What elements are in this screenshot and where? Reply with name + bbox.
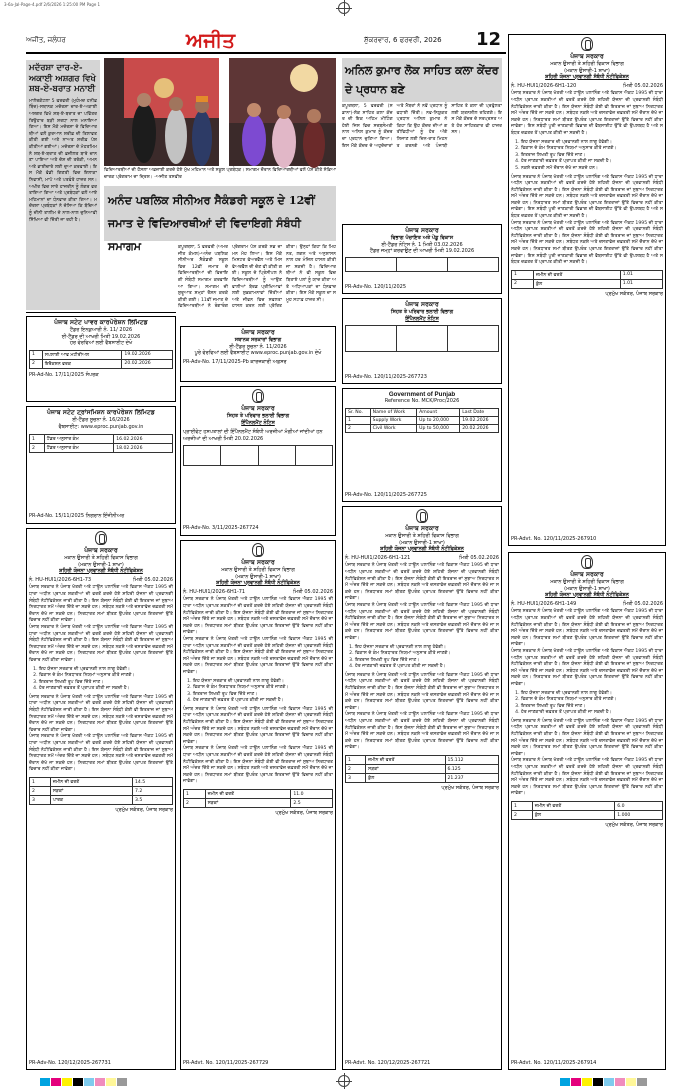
table-cell: 1 <box>512 270 534 279</box>
table-row <box>30 778 173 787</box>
main-story-body-text: ਕਪੂਰਥਲਾ, 5 ਫਰਵਰੀ (ਅਮਰਜੀਤ ਕੋਮਲ)-ਅਨੰਦ ਪਬਲਿਕ ਸੀਨੀਅਰ ਸੈਕੰਡਰੀ ਸਕੂਲ ਵਿਚ 12ਵੀਂ ਜਮਾਤ ਦੇ ਵਿਦਿਆਰਥੀਆਂ ਦੀ ਵਿਦਾਇਗੀ ਸੰਬੰਧੀ ਸਮਾਗਮ ਕਰਵਾਇਆ ਗਿਆ। ਸਮਾਗਮ ਦੀ ਸ਼ੁਰੂਆਤ ਸ਼ਮ੍ਹਾਂ ਰੌਸ਼ਨ ਕਰਕੇ ਕੀਤੀ ਗਈ। 11ਵੀਂ ਜਮਾਤ ਦੇ ਵਿਦਿਆਰਥੀਆਂ ਨੇ ਰੰਗਾਰੰਗ ਪ੍ਰੋਗਰਾਮ ਪੇਸ਼ ਕਰਕੇ ਸਭ ਦਾ ਮਨ ਮੋਹ ਲਿਆ। ਇਸ ਮੌਕੇ ਮਿਸਟਰ ਫੇਅਰਵੈੱਲ ਅਤੇ ਮਿਸ ਫੇਅਰਵੈੱਲ ਦੀ ਚੋਣ ਵੀ ਕੀਤੀ ਗਈ। ਸਕੂਲ ਦੇ ਪ੍ਰਿੰਸੀਪਲ ਨੇ ਵਿਦਿਆਰਥੀਆਂ ਨੂੰ ਆਉਣ ਵਾਲੀਆਂ ਬੋਰਡ ਪ੍ਰੀਖਿਆਵਾਂ ਲਈ ਸ਼ੁਭਕਾਮਨਾਵਾਂ ਦਿੱਤੀਆਂ ਅਤੇ ਜੀਵਨ ਵਿਚ ਸਫਲਤਾ ਹਾਸਲ ਕਰਨ ਲਈ ਪ੍ਰੇਰਿਤ ਕੀਤਾ। ਉਨ੍ਹਾਂ ਕਿਹਾ ਕਿ ਮਿਹਨਤ, ਲਗਨ ਅਤੇ ਅਨੁਸ਼ਾਸਨ ਨਾਲ ਹਰ ਮੰਜ਼ਿਲ ਹਾਸਲ ਕੀਤੀ ਜਾ ਸਕਦੀ ਹੈ। ਵਿਦਿਆਰਥੀਆਂ ਨੇ ਵੀ ਸਕੂਲ ਵਿਚ ਬਿਤਾਏ ਪਲਾਂ ਨੂੰ ਯਾਦ ਕੀਤਾ ਅਤੇ ਅਧਿਆਪਕਾਂ ਦਾ ਧੰਨਵਾਦ ਕੀਤਾ। ਇਸ ਮੌਕੇ ਸਕੂਲ ਦਾ ਸਮੂਹ ਸਟਾਫ਼ ਹਾਜ਼ਰ ਸੀ। <box>178 245 336 310</box>
color-swatch <box>40 1078 50 1086</box>
table-cell: ਟੈਂਡਰ ਅਨੁਸਾਰ ਕੰਮ <box>44 444 113 453</box>
table-cell: Sr. No. <box>346 408 371 416</box>
health-ad-footer: PR-Adv-No. 3/11/2025-267724 <box>183 525 259 532</box>
notice-title: ਪੰਜਾਬ ਸਰਕਾਰ <box>570 571 604 578</box>
punjab-emblem-icon <box>416 509 428 523</box>
list-item: 2. ਵਿਕਾਸ ਦੇ ਕੰਮ ਨਿਰਧਾਰਤ ਨਿਯਮਾਂ ਅਨੁਸਾਰ ਕੀਤੇ ਜਾਣਗੇ। <box>355 651 499 658</box>
gop-ad-subtitle: Reference No. MCK/Proc/2026 <box>384 398 460 404</box>
color-swatch <box>51 1078 61 1086</box>
notice-body-repeat: ਪੰਜਾਬ ਸਰਕਾਰ ਨੇ ਪੰਜਾਬ ਖੇਤਰੀ ਅਤੇ ਟਾਊਨ ਪਲਾਨਿੰਗ ਅਤੇ ਵਿਕਾਸ ਐਕਟ 1995 ਦੀ ਧਾਰਾ ਅਧੀਨ ਪ੍ਰਾਪਤ ਸ਼ਕਤੀਆਂ ਦੀ ਵਰਤੋਂ ਕਰਦੇ ਹੋਏ ਸ਼ਹਿਰੀ ਯੋਜਨਾ ਦੀ ਪ੍ਰਵਾਨਗੀ ਸੰਬੰਧੀ ਨੋਟੀਫਿਕੇਸ਼ਨ ਜਾਰੀ ਕੀਤਾ ਹੈ। ਇਸ ਯੋਜਨਾ ਸੰਬੰਧੀ ਕੋਈ ਵੀ ਇਤਰਾਜ਼ ਜਾਂ ਸੁਝਾਅ ਨਿਰਧਾਰਤ ਸਮੇਂ ਅੰਦਰ ਦਿੱਤੇ ਜਾ ਸਕਦੇ ਹਨ। ਸਬੰਧਤ ਨਕਸ਼ੇ ਅਤੇ ਦਸਤਾਵੇਜ਼ ਦਫ਼ਤਰੀ ਸਮੇਂ ਦੌਰਾਨ ਦੇਖੇ ਜਾ ਸਕਦੇ ਹਨ। ਨਿਰਧਾਰਤ ਸਮਾਂ ਬੀਤਣ ਉਪਰੰਤ ਪ੍ਰਾਪਤ ਇਤਰਾਜ਼ਾਂ ਉੱਤੇ ਵਿਚਾਰ ਨਹੀਂ ਕੀਤਾ ਜਾਵੇਗਾ। <box>345 672 499 711</box>
table-cell: 2 <box>512 811 533 820</box>
table-cell: 20.02.2026 <box>460 424 499 432</box>
notice-title: ਪੰਜਾਬ ਸਰਕਾਰ <box>405 525 439 532</box>
table-cell: 1.01 <box>620 270 662 279</box>
housing-notice-col-4 <box>508 552 666 1070</box>
table-cell: ਟੈਂਡਰ ਅਨੁਸਾਰ ਕੰਮ <box>44 435 113 444</box>
psppcl-ad-line-1: ਟੈਂਡਰ ਇਨਕੁਆਰੀ ਨੰ. 11/ 2026 <box>69 327 133 333</box>
health-ad-2-subtitle: ਸਿਹਤ ਤੇ ਪਰਿਵਾਰ ਭਲਾਈ ਵਿਭਾਗ <box>390 309 454 315</box>
event-photo-image <box>104 58 336 166</box>
notice-footer: PR-Advt. No. 120/12/2025-267721 <box>345 1060 431 1067</box>
notice-ref: ਨੰ. HU-HUI1/2026-6H1-71 <box>183 588 246 595</box>
housing-notice-col-3 <box>342 506 502 1070</box>
table-cell: 19.02.2026 <box>460 416 499 424</box>
table-cell: 1 <box>184 790 206 799</box>
table-cell: ਜ਼ਮੀਨ ਦੀ ਵਰਤੋਂ <box>366 756 445 765</box>
right-story-headline-box <box>342 58 502 102</box>
left-story-body: ਮਾਲੇਰਕੋਟਲਾ 5 ਫਰਵਰੀ (ਮੁਹੰਮਦ ਹਨੀਫ਼ ਥਿੰਦ)-ਸਥਾਨਕ ਮਦੱਰਸ਼ਾ ਦਾਰ-ਏ-ਅਕਾਈ ਅਸ਼ਗਰ ਵਿਖੇ ਸ਼ਬ-ਏ-ਬਰਾਤ ਦਾ ਪਵਿੱਤਰ ਤਿਉਹਾਰ ਬੜੀ ਸ਼ਰਧਾ ਨਾਲ ਮਨਾਇਆ ਗਿਆ। ਇਸ ਮੌਕੇ ਮਦੱਰਸ਼ਾ ਦੇ ਵਿਦਿਆਰਥੀਆਂ ਵਲੋਂ ਕੁਰਆਨ ਸ਼ਰੀਫ਼ ਦੀ ਤਿਲਾਵਤ ਕੀਤੀ ਗਈ ਅਤੇ ਨਾਅਤ ਸ਼ਰੀਫ਼ ਪੇਸ਼ ਕੀਤੀਆਂ ਗਈਆਂ। ਮਦੱਰਸ਼ਾ ਦੇ ਮੋਹਤਮਿਮ ਨੇ ਸ਼ਬ-ਏ-ਬਰਾਤ ਦੀ ਫ਼ਜ਼ੀਲਤ ਬਾਰੇ ਚਾਨਣਾ ਪਾਇਆ ਅਤੇ ਦੇਸ਼ ਦੀ ਤਰੱਕੀ, ਅਮਨ ਅਤੇ ਭਾਈਚਾਰੇ ਲਈ ਦੁਆ ਕਰਵਾਈ। ਇਸ ਮੌਕੇ ਵੱਡੀ ਗਿਣਤੀ ਵਿਚ ਇਲਾਕਾ ਨਿਵਾਸੀ, ਮਾਪੇ ਅਤੇ ਪਤਵੰਤੇ ਹਾਜ਼ਰ ਸਨ। ਅਖੀਰ ਵਿਚ ਸਾਰੇ ਹਾਜ਼ਰੀਨ ਨੂੰ ਲੰਗਰ ਵਰਤਾਇਆ ਗਿਆ ਅਤੇ ਪ੍ਰਬੰਧਕਾਂ ਵਲੋਂ ਆਏ ਮਹਿਮਾਨਾਂ ਦਾ ਧੰਨਵਾਦ ਕੀਤਾ ਗਿਆ। ਮਦੱਰਸ਼ਾ ਪ੍ਰਬੰਧਕਾਂ ਨੇ ਦੱਸਿਆ ਕਿ ਬੱਚਿਆਂ ਨੂੰ ਦੀਨੀ ਤਾਲੀਮ ਦੇ ਨਾਲ-ਨਾਲ ਦੁਨਿਆਵੀ ਸਿੱਖਿਆ ਵੀ ਦਿੱਤੀ ਜਾ ਰਹੀ ਹੈ। <box>29 98 97 223</box>
psppcl-ad-line-2: ਈ-ਟੈਂਡਰ ਦੀ ਆਖਰੀ ਮਿਤੀ 19.02.2026 <box>61 333 141 340</box>
list-item: 3. ਇਤਰਾਜ਼ ਲਿਖਤੀ ਰੂਪ ਵਿਚ ਦਿੱਤੇ ਜਾਣ। <box>521 153 663 160</box>
notice-heading: ਸ਼ਹਿਰੀ ਯੋਜਨਾ ਪ੍ਰਵਾਨਗੀ ਸੰਬੰਧੀ ਨੋਟੀਫਿਕੇਸ਼ਨ <box>545 592 629 599</box>
table-cell: 1 <box>512 802 533 811</box>
notice-body-repeat: ਪੰਜਾਬ ਸਰਕਾਰ ਨੇ ਪੰਜਾਬ ਖੇਤਰੀ ਅਤੇ ਟਾਊਨ ਪਲਾਨਿੰਗ ਅਤੇ ਵਿਕਾਸ ਐਕਟ 1995 ਦੀ ਧਾਰਾ ਅਧੀਨ ਪ੍ਰਾਪਤ ਸ਼ਕਤੀਆਂ ਦੀ ਵਰਤੋਂ ਕਰਦੇ ਹੋਏ ਸ਼ਹਿਰੀ ਯੋਜਨਾ ਦੀ ਪ੍ਰਵਾਨਗੀ ਸੰਬੰਧੀ ਨੋਟੀਫਿਕੇਸ਼ਨ ਜਾਰੀ ਕੀਤਾ ਹੈ। ਇਸ ਯੋਜਨਾ ਸੰਬੰਧੀ ਕੋਈ ਵੀ ਇਤਰਾਜ਼ ਜਾਂ ਸੁਝਾਅ ਨਿਰਧਾਰਤ ਸਮੇਂ ਅੰਦਰ ਦਿੱਤੇ ਜਾ ਸਕਦੇ ਹਨ। ਸਬੰਧਤ ਨਕਸ਼ੇ ਅਤੇ ਦਸਤਾਵੇਜ਼ ਦਫ਼ਤਰੀ ਸਮੇਂ ਦੌਰਾਨ ਦੇਖੇ ਜਾ ਸਕਦੇ ਹਨ। ਨਿਰਧਾਰਤ ਸਮਾਂ ਬੀਤਣ ਉਪਰੰਤ ਪ੍ਰਾਪਤ ਇਤਰਾਜ਼ਾਂ ਉੱਤੇ ਵਿਚਾਰ ਨਹੀਂ ਕੀਤਾ ਜਾਵੇਗਾ। ਇਸ ਸਬੰਧੀ ਪੂਰੀ ਜਾਣਕਾਰੀ ਵਿਭਾਗ ਦੀ ਵੈਬਸਾਈਟ ਉੱਤੇ ਵੀ ਉਪਲਬਧ ਹੈ ਅਤੇ ਸਬੰਧਤ ਦਫ਼ਤਰ ਤੋਂ ਪ੍ਰਾਪਤ ਕੀਤੀ ਜਾ ਸਕਦੀ ਹੈ। <box>511 174 663 220</box>
list-item: 3. ਇਤਰਾਜ਼ ਲਿਖਤੀ ਰੂਪ ਵਿਚ ਦਿੱਤੇ ਜਾਣ। <box>193 692 333 699</box>
housing-notice-right-top <box>508 34 666 546</box>
psppcl-ad-footer: PR-Ad-No. 17/11/2025 ਸੰਪਰਕ <box>29 371 99 378</box>
notice-list <box>511 691 663 717</box>
notice-signoff: ਪ੍ਰਮੁੱਖ ਸਕੱਤਰ, ਪੰਜਾਬ ਸਰਕਾਰ <box>275 810 333 816</box>
table-cell: 3.5 <box>132 796 172 805</box>
pstcl-ad-table <box>29 434 173 453</box>
notice-dept: ਮਕਾਨ ਉਸਾਰੀ ਤੇ ਸ਼ਹਿਰੀ ਵਿਕਾਸ ਵਿਭਾਗ <box>385 533 459 539</box>
color-swatch <box>84 1078 94 1086</box>
notice-ref-row <box>511 83 663 90</box>
table-cell: ਜ਼ਮੀਨ ਦੀ ਵਰਤੋਂ <box>534 270 621 279</box>
list-item: 2. ਵਿਕਾਸ ਦੇ ਕੰਮ ਨਿਰਧਾਰਤ ਨਿਯਮਾਂ ਅਨੁਸਾਰ ਕੀਤੇ ਜਾਣਗੇ। <box>521 697 663 704</box>
panchayat-ad-line-2: ਟੈਂਡਰ ਜਮ੍ਹਾਂ ਕਰਵਾਉਣ ਦੀ ਆਖਰੀ ਮਿਤੀ 19.02.2026 <box>369 248 475 255</box>
notice-ref: ਨੰ. HU-HUI1/2026-6H1-73 <box>29 576 92 583</box>
main-story-body <box>178 245 336 325</box>
local-govt-ad-footer: PR-Adv-No. 17/11/2025-Pb ਕਾਰਜਕਾਰੀ ਅਫ਼ਸਰ <box>183 358 287 365</box>
notice-footer: PR-Advt. No. 120/11/2025-267729 <box>183 1060 269 1067</box>
notice-ref-row <box>511 601 663 608</box>
notice-table <box>183 789 333 808</box>
table-row <box>184 790 333 799</box>
table-cell: Civil Work <box>370 424 416 432</box>
table-cell: Up to 50,000 <box>417 424 460 432</box>
table-row <box>346 326 499 352</box>
table-cell <box>346 257 397 271</box>
notice-ref: ਨੰ. HU-HUI1/2026-6H1-149 <box>511 600 577 607</box>
right-story-headline: ਅਨਿਲ ਕੁਮਾਰ ਲੋਕ ਸਾਹਿਤ ਕਲਾ ਕੇਂਦਰ ਦੇ ਪ੍ਰਧਾਨ ਬਣੇ <box>345 64 499 96</box>
color-swatch <box>615 1078 625 1086</box>
local-govt-tender-ad <box>180 326 336 382</box>
notice-ref-row <box>345 555 499 562</box>
table-row <box>346 756 499 765</box>
list-item: 2. ਵਿਕਾਸ ਦੇ ਕੰਮ ਨਿਰਧਾਰਤ ਨਿਯਮਾਂ ਅਨੁਸਾਰ ਕੀਤੇ ਜਾਣਗੇ। <box>39 673 173 680</box>
notice-footer: PR-Advt. No. 120/11/2025-267914 <box>511 1060 597 1067</box>
table-cell: ਸਪਲਾਈ ਆਫ ਮਟੀਰੀਅਲ <box>42 350 122 359</box>
table-cell <box>295 446 332 466</box>
table-cell: ਪਾਰਕ <box>50 796 132 805</box>
punjab-emblem-icon <box>95 531 107 545</box>
table-row <box>346 416 499 424</box>
gop-ad-table <box>345 408 499 433</box>
notice-date: ਮਿਤੀ 05.02.2026 <box>623 82 663 89</box>
table-cell: 14.5 <box>132 778 172 787</box>
housing-notice-col-2 <box>180 540 336 1070</box>
table-cell: Up to 20,000 <box>417 416 460 424</box>
psppcl-ad-line-3: ਹੋਰ ਵੇਰਵਿਆਂ ਲਈ ਵੈਬਸਾਈਟ ਦੇਖੋ <box>69 340 133 347</box>
table-cell: Amount <box>417 408 460 416</box>
table-cell: 20.02.2026 <box>122 359 173 368</box>
color-swatch <box>560 1078 570 1086</box>
notice-signoff: ਪ੍ਰਮੁੱਖ ਸਕੱਤਰ, ਪੰਜਾਬ ਸਰਕਾਰ <box>605 290 663 297</box>
notice-heading: ਸ਼ਹਿਰੀ ਯੋਜਨਾ ਪ੍ਰਵਾਨਗੀ ਸੰਬੰਧੀ ਨੋਟੀਫਿਕੇਸ਼ਨ <box>59 568 143 575</box>
table-cell: 2 <box>512 279 534 288</box>
notice-footer: PR-Adv-No. 120/12/2025-267731 <box>29 1060 111 1067</box>
table-cell: ਸੜਕਾਂ <box>205 799 291 808</box>
table-row <box>346 424 499 432</box>
table-row <box>346 408 499 416</box>
table-cell: 19.02.2026 <box>122 350 173 359</box>
notice-table <box>511 270 663 289</box>
photo-caption <box>104 168 336 184</box>
table-cell: ਇਰੈਕਸ਼ਨ ਵਰਕ <box>42 359 122 368</box>
color-swatch <box>73 1078 83 1086</box>
table-cell: 1.01 <box>620 279 662 288</box>
table-row <box>346 257 499 271</box>
notice-title: ਪੰਜਾਬ ਸਰਕਾਰ <box>84 547 118 554</box>
table-row <box>184 799 333 808</box>
table-row <box>30 435 173 444</box>
notice-ref: ਨੰ. HU-HUI1/2026-6H1-120 <box>511 82 577 89</box>
notice-office: (ਮਕਾਨ ਉਸਾਰੀ-1 ਸ਼ਾਖਾ) <box>78 561 124 568</box>
notice-ref-row <box>29 577 173 584</box>
table-row <box>30 787 173 796</box>
photo-caption-text: ਵਿਦਿਆਰਥੀਆਂ ਦੀ ਹੌਸਲਾ ਅਫ਼ਜ਼ਾਈ ਕਰਦੇ ਹੋਏ ਮੁੱਖ ਮਹਿਮਾਨ ਅਤੇ ਸਕੂਲ ਪ੍ਰਬੰਧਕ। ਸਮਾਗਮ ਦੌਰਾਨ ਵਿਦਿਆਰਥੀਆਂ ਵਲੋਂ ਪੇਸ਼ ਕੀਤੇ ਸੱਭਿਆਚਾਰਕ ਪ੍ਰੋਗਰਾਮ ਦਾ ਦ੍ਰਿਸ਼। -ਅਜੀਤ ਤਸਵੀਰ <box>104 168 336 180</box>
list-item: 3. ਇਤਰਾਜ਼ ਲਿਖਤੀ ਰੂਪ ਵਿਚ ਦਿੱਤੇ ਜਾਣ। <box>355 658 499 665</box>
table-cell: 21.237 <box>445 774 499 783</box>
table-cell: 3 <box>30 796 51 805</box>
health-empanelment-ad <box>180 386 336 536</box>
table-cell: 15.112 <box>445 756 499 765</box>
table-cell: Last Date <box>460 408 499 416</box>
table-cell: Supply Work <box>370 416 416 424</box>
table-cell <box>397 326 448 352</box>
notice-list <box>29 667 173 693</box>
table-cell: ਸੜਕਾਂ <box>50 787 132 796</box>
pstcl-ad-footer: PR-Ad-No. 15/11/2025 ਨਿਗਰਾਨ ਇੰਜੀਨੀਅਰ <box>29 513 125 520</box>
list-item: 1. ਇਹ ਯੋਜਨਾ ਸਰਕਾਰ ਦੀ ਪ੍ਰਵਾਨਗੀ ਨਾਲ ਲਾਗੂ ਹੋਵੇਗੀ। <box>355 645 499 652</box>
masthead-date: ਸ਼ੁੱਕਰਵਾਰ, 6 ਫਰਵਰੀ, 2026 <box>364 36 442 44</box>
right-story-body-text: ਕਪੂਰਥਲਾ, 5 ਫਰਵਰੀ (ਸਡਾਨਾ)-ਲੋਕ ਸਾਹਿਤ ਕਲਾ ਕੇਂਦਰ ਦੀ ਇਕ ਅਹਿਮ ਮੀਟਿੰਗ ਹੋਈ ਜਿਸ ਵਿਚ ਸਰਬਸੰਮਤੀ ਨਾਲ ਅਨਿਲ ਕੁਮਾਰ ਨੂੰ ਕੇਂਦਰ ਦਾ ਪ੍ਰਧਾਨ ਚੁਣਿਆ ਗਿਆ। ਇਸ ਮੌਕੇ ਕੇਂਦਰ ਦੇ ਅਹੁਦੇਦਾਰਾਂ ਅਤੇ ਮੈਂਬਰਾਂ ਨੇ ਨਵੇਂ ਪ੍ਰਧਾਨ ਨੂੰ ਵਧਾਈ ਦਿੱਤੀ। ਨਵ-ਨਿਯੁਕਤ ਪ੍ਰਧਾਨ ਅਨਿਲ ਕੁਮਾਰ ਨੇ ਕਿਹਾ ਕਿ ਉਹ ਕੇਂਦਰ ਦੀਆਂ ਗਤੀਵਿਧੀਆਂ ਨੂੰ ਹੋਰ ਅੱਗੇ ਲਿਜਾਣ ਲਈ ਦਿਨ-ਰਾਤ ਮਿਹਨਤ ਕਰਨਗੇ ਅਤੇ ਪੰਜਾਬੀ ਸਾਹਿਤ ਤੇ ਕਲਾ ਦੀ ਪ੍ਰਫੁੱਲਤਾ ਲਈ ਯਤਨਸ਼ੀਲ ਰਹਿਣਗੇ। ਇਸ ਮੌਕੇ ਕੇਂਦਰ ਦੇ ਸਰਪ੍ਰਸਤ ਅਤੇ ਹੋਰ ਸਾਹਿਤਕਾਰ ਵੀ ਹਾਜ਼ਰ ਸਨ। <box>342 104 502 149</box>
list-item: 1. ਇਹ ਯੋਜਨਾ ਸਰਕਾਰ ਦੀ ਪ੍ਰਵਾਨਗੀ ਨਾਲ ਲਾਗੂ ਹੋਵੇਗੀ। <box>39 667 173 674</box>
psppcl-tender-ad <box>26 316 176 402</box>
color-swatch <box>62 1078 72 1086</box>
health-ad-2-table <box>345 325 499 352</box>
notice-office: (ਮਕਾਨ ਉਸਾਰੀ-1 ਸ਼ਾਖਾ) <box>235 573 281 580</box>
right-story-body <box>342 104 502 222</box>
table-cell: ਜ਼ਮੀਨ ਦੀ ਵਰਤੋਂ <box>205 790 291 799</box>
table-row <box>346 774 499 783</box>
table-cell <box>346 326 397 352</box>
notice-body-repeat: ਪੰਜਾਬ ਸਰਕਾਰ ਨੇ ਪੰਜਾਬ ਖੇਤਰੀ ਅਤੇ ਟਾਊਨ ਪਲਾਨਿੰਗ ਅਤੇ ਵਿਕਾਸ ਐਕਟ 1995 ਦੀ ਧਾਰਾ ਅਧੀਨ ਪ੍ਰਾਪਤ ਸ਼ਕਤੀਆਂ ਦੀ ਵਰਤੋਂ ਕਰਦੇ ਹੋਏ ਸ਼ਹਿਰੀ ਯੋਜਨਾ ਦੀ ਪ੍ਰਵਾਨਗੀ ਸੰਬੰਧੀ ਨੋਟੀਫਿਕੇਸ਼ਨ ਜਾਰੀ ਕੀਤਾ ਹੈ। ਇਸ ਯੋਜਨਾ ਸੰਬੰਧੀ ਕੋਈ ਵੀ ਇਤਰਾਜ਼ ਜਾਂ ਸੁਝਾਅ ਨਿਰਧਾਰਤ ਸਮੇਂ ਅੰਦਰ ਦਿੱਤੇ ਜਾ ਸਕਦੇ ਹਨ। ਸਬੰਧਤ ਨਕਸ਼ੇ ਅਤੇ ਦਸਤਾਵੇਜ਼ ਦਫ਼ਤਰੀ ਸਮੇਂ ਦੌਰਾਨ ਦੇਖੇ ਜਾ ਸਕਦੇ ਹਨ। ਨਿਰਧਾਰਤ ਸਮਾਂ ਬੀਤਣ ਉਪਰੰਤ ਪ੍ਰਾਪਤ ਇਤਰਾਜ਼ਾਂ ਉੱਤੇ ਵਿਚਾਰ ਨਹੀਂ ਕੀਤਾ ਜਾਵੇਗਾ। <box>511 758 663 797</box>
color-swatch <box>571 1078 581 1086</box>
table-cell: 1 <box>30 350 43 359</box>
health-ad-table <box>183 445 333 466</box>
table-cell: 2 <box>184 799 206 808</box>
panchayat-ad-table <box>345 257 499 272</box>
table-cell: 2 <box>30 359 43 368</box>
notice-dept: ਮਕਾਨ ਉਸਾਰੀ ਤੇ ਸ਼ਹਿਰੀ ਵਿਕਾਸ ਵਿਭਾਗ <box>64 555 138 561</box>
punjab-emblem-icon <box>252 389 264 403</box>
list-item: 3. ਇਤਰਾਜ਼ ਲਿਖਤੀ ਰੂਪ ਵਿਚ ਦਿੱਤੇ ਜਾਣ। <box>521 704 663 711</box>
table-cell <box>448 257 499 271</box>
table-cell: 1 <box>30 435 45 444</box>
masthead-city: ਅਜੀਤ, ਜਲੰਧਰ <box>26 36 66 44</box>
psppcl-ad-title: ਪੰਜਾਬ ਸਟੇਟ ਪਾਵਰ ਕਾਰਪੋਰੇਸ਼ਨ ਲਿਮਿਟਡ <box>54 319 148 326</box>
main-story-headline-box <box>104 186 336 253</box>
color-swatch <box>95 1078 105 1086</box>
local-govt-ad-title: ਪੰਜਾਬ ਸਰਕਾਰ <box>241 329 275 336</box>
notice-body: ਪੰਜਾਬ ਸਰਕਾਰ ਨੇ ਪੰਜਾਬ ਖੇਤਰੀ ਅਤੇ ਟਾਊਨ ਪਲਾਨਿੰਗ ਅਤੇ ਵਿਕਾਸ ਐਕਟ 1995 ਦੀ ਧਾਰਾ ਅਧੀਨ ਪ੍ਰਾਪਤ ਸ਼ਕਤੀਆਂ ਦੀ ਵਰਤੋਂ ਕਰਦੇ ਹੋਏ ਸ਼ਹਿਰੀ ਯੋਜਨਾ ਦੀ ਪ੍ਰਵਾਨਗੀ ਸੰਬੰਧੀ ਨੋਟੀਫਿਕੇਸ਼ਨ ਜਾਰੀ ਕੀਤਾ ਹੈ। ਇਸ ਯੋਜਨਾ ਸੰਬੰਧੀ ਕੋਈ ਵੀ ਇਤਰਾਜ਼ ਜਾਂ ਸੁਝਾਅ ਨਿਰਧਾਰਤ ਸਮੇਂ ਅੰਦਰ ਦਿੱਤੇ ਜਾ ਸਕਦੇ ਹਨ। ਸਬੰਧਤ ਨਕਸ਼ੇ ਅਤੇ ਦਸਤਾਵੇਜ਼ ਦਫ਼ਤਰੀ ਸਮੇਂ ਦੌਰਾਨ ਦੇਖੇ ਜਾ ਸਕਦੇ ਹਨ। ਨਿਰਧਾਰਤ ਸਮਾਂ ਬੀਤਣ ਉਪਰੰਤ ਪ੍ਰਾਪਤ ਇਤਰਾਜ਼ਾਂ ਉੱਤੇ ਵਿਚਾਰ ਨਹੀਂ ਕੀਤਾ ਜਾਵੇਗਾ। <box>511 609 663 648</box>
notice-body-repeat: ਪੰਜਾਬ ਸਰਕਾਰ ਨੇ ਪੰਜਾਬ ਖੇਤਰੀ ਅਤੇ ਟਾਊਨ ਪਲਾਨਿੰਗ ਅਤੇ ਵਿਕਾਸ ਐਕਟ 1995 ਦੀ ਧਾਰਾ ਅਧੀਨ ਪ੍ਰਾਪਤ ਸ਼ਕਤੀਆਂ ਦੀ ਵਰਤੋਂ ਕਰਦੇ ਹੋਏ ਸ਼ਹਿਰੀ ਯੋਜਨਾ ਦੀ ਪ੍ਰਵਾਨਗੀ ਸੰਬੰਧੀ ਨੋਟੀਫਿਕੇਸ਼ਨ ਜਾਰੀ ਕੀਤਾ ਹੈ। ਇਸ ਯੋਜਨਾ ਸੰਬੰਧੀ ਕੋਈ ਵੀ ਇਤਰਾਜ਼ ਜਾਂ ਸੁਝਾਅ ਨਿਰਧਾਰਤ ਸਮੇਂ ਅੰਦਰ ਦਿੱਤੇ ਜਾ ਸਕਦੇ ਹਨ। ਸਬੰਧਤ ਨਕਸ਼ੇ ਅਤੇ ਦਸਤਾਵੇਜ਼ ਦਫ਼ਤਰੀ ਸਮੇਂ ਦੌਰਾਨ ਦੇਖੇ ਜਾ ਸਕਦੇ ਹਨ। ਨਿਰਧਾਰਤ ਸਮਾਂ ਬੀਤਣ ਉਪਰੰਤ ਪ੍ਰਾਪਤ ਇਤਰਾਜ਼ਾਂ ਉੱਤੇ ਵਿਚਾਰ ਨਹੀਂ ਕੀਤਾ ਜਾਵੇਗਾ। <box>183 706 333 745</box>
notice-footer: PR-Advt. No. 120/11/2025-267910 <box>511 536 597 543</box>
notice-heading: ਸ਼ਹਿਰੀ ਯੋਜਨਾ ਪ੍ਰਵਾਨਗੀ ਸੰਬੰਧੀ ਨੋਟੀਫਿਕੇਸ਼ਨ <box>545 74 629 81</box>
health-empanelment-ad-2 <box>342 298 502 384</box>
notice-body-repeat: ਪੰਜਾਬ ਸਰਕਾਰ ਨੇ ਪੰਜਾਬ ਖੇਤਰੀ ਅਤੇ ਟਾਊਨ ਪਲਾਨਿੰਗ ਅਤੇ ਵਿਕਾਸ ਐਕਟ 1995 ਦੀ ਧਾਰਾ ਅਧੀਨ ਪ੍ਰਾਪਤ ਸ਼ਕਤੀਆਂ ਦੀ ਵਰਤੋਂ ਕਰਦੇ ਹੋਏ ਸ਼ਹਿਰੀ ਯੋਜਨਾ ਦੀ ਪ੍ਰਵਾਨਗੀ ਸੰਬੰਧੀ ਨੋਟੀਫਿਕੇਸ਼ਨ ਜਾਰੀ ਕੀਤਾ ਹੈ। ਇਸ ਯੋਜਨਾ ਸੰਬੰਧੀ ਕੋਈ ਵੀ ਇਤਰਾਜ਼ ਜਾਂ ਸੁਝਾਅ ਨਿਰਧਾਰਤ ਸਮੇਂ ਅੰਦਰ ਦਿੱਤੇ ਜਾ ਸਕਦੇ ਹਨ। ਸਬੰਧਤ ਨਕਸ਼ੇ ਅਤੇ ਦਸਤਾਵੇਜ਼ ਦਫ਼ਤਰੀ ਸਮੇਂ ਦੌਰਾਨ ਦੇਖੇ ਜਾ ਸਕਦੇ ਹਨ। ਨਿਰਧਾਰਤ ਸਮਾਂ ਬੀਤਣ ਉਪਰੰਤ ਪ੍ਰਾਪਤ ਇਤਰਾਜ਼ਾਂ ਉੱਤੇ ਵਿਚਾਰ ਨਹੀਂ ਕੀਤਾ ਜਾਵੇਗਾ। <box>345 712 499 751</box>
notice-body: ਪੰਜਾਬ ਸਰਕਾਰ ਨੇ ਪੰਜਾਬ ਖੇਤਰੀ ਅਤੇ ਟਾਊਨ ਪਲਾਨਿੰਗ ਅਤੇ ਵਿਕਾਸ ਐਕਟ 1995 ਦੀ ਧਾਰਾ ਅਧੀਨ ਪ੍ਰਾਪਤ ਸ਼ਕਤੀਆਂ ਦੀ ਵਰਤੋਂ ਕਰਦੇ ਹੋਏ ਸ਼ਹਿਰੀ ਯੋਜਨਾ ਦੀ ਪ੍ਰਵਾਨਗੀ ਸੰਬੰਧੀ ਨੋਟੀਫਿਕੇਸ਼ਨ ਜਾਰੀ ਕੀਤਾ ਹੈ। ਇਸ ਯੋਜਨਾ ਸੰਬੰਧੀ ਕੋਈ ਵੀ ਇਤਰਾਜ਼ ਜਾਂ ਸੁਝਾਅ ਨਿਰਧਾਰਤ ਸਮੇਂ ਅੰਦਰ ਦਿੱਤੇ ਜਾ ਸਕਦੇ ਹਨ। ਸਬੰਧਤ ਨਕਸ਼ੇ ਅਤੇ ਦਸਤਾਵੇਜ਼ ਦਫ਼ਤਰੀ ਸਮੇਂ ਦੌਰਾਨ ਦੇਖੇ ਜਾ ਸਕਦੇ ਹਨ। ਨਿਰਧਾਰਤ ਸਮਾਂ ਬੀਤਣ ਉਪਰੰਤ ਪ੍ਰਾਪਤ ਇਤਰਾਜ਼ਾਂ ਉੱਤੇ ਵਿਚਾਰ ਨਹੀਂ ਕੀਤਾ ਜਾਵੇਗਾ। <box>29 585 173 624</box>
table-cell <box>258 446 295 466</box>
pstcl-ad-line-1: ਈ-ਟੈਂਡਰ ਸੂਚਨਾ ਨੰ. 16/2026 <box>72 417 130 423</box>
notice-signoff: ਪ੍ਰਮੁੱਖ ਸਕੱਤਰ, ਪੰਜਾਬ ਸਰਕਾਰ <box>441 785 499 791</box>
notice-body-repeat: ਪੰਜਾਬ ਸਰਕਾਰ ਨੇ ਪੰਜਾਬ ਖੇਤਰੀ ਅਤੇ ਟਾਊਨ ਪਲਾਨਿੰਗ ਅਤੇ ਵਿਕਾਸ ਐਕਟ 1995 ਦੀ ਧਾਰਾ ਅਧੀਨ ਪ੍ਰਾਪਤ ਸ਼ਕਤੀਆਂ ਦੀ ਵਰਤੋਂ ਕਰਦੇ ਹੋਏ ਸ਼ਹਿਰੀ ਯੋਜਨਾ ਦੀ ਪ੍ਰਵਾਨਗੀ ਸੰਬੰਧੀ ਨੋਟੀਫਿਕੇਸ਼ਨ ਜਾਰੀ ਕੀਤਾ ਹੈ। ਇਸ ਯੋਜਨਾ ਸੰਬੰਧੀ ਕੋਈ ਵੀ ਇਤਰਾਜ਼ ਜਾਂ ਸੁਝਾਅ ਨਿਰਧਾਰਤ ਸਮੇਂ ਅੰਦਰ ਦਿੱਤੇ ਜਾ ਸਕਦੇ ਹਨ। ਸਬੰਧਤ ਨਕਸ਼ੇ ਅਤੇ ਦਸਤਾਵੇਜ਼ ਦਫ਼ਤਰੀ ਸਮੇਂ ਦੌਰਾਨ ਦੇਖੇ ਜਾ ਸਕਦੇ ਹਨ। ਨਿਰਧਾਰਤ ਸਮਾਂ ਬੀਤਣ ਉਪਰੰਤ ਪ੍ਰਾਪਤ ਇਤਰਾਜ਼ਾਂ ਉੱਤੇ ਵਿਚਾਰ ਨਹੀਂ ਕੀਤਾ ਜਾਵੇਗਾ। <box>29 694 173 733</box>
color-swatch <box>106 1078 116 1086</box>
table-cell <box>184 446 221 466</box>
notice-office: (ਮਕਾਨ ਉਸਾਰੀ-1 ਸ਼ਾਖਾ) <box>564 67 610 74</box>
list-item: 4. ਹੋਰ ਜਾਣਕਾਰੀ ਦਫ਼ਤਰ ਤੋਂ ਪ੍ਰਾਪਤ ਕੀਤੀ ਜਾ ਸਕਦੀ ਹੈ। <box>355 664 499 671</box>
list-item: 1. ਇਹ ਯੋਜਨਾ ਸਰਕਾਰ ਦੀ ਪ੍ਰਵਾਨਗੀ ਨਾਲ ਲਾਗੂ ਹੋਵੇਗੀ। <box>521 691 663 698</box>
notice-body-repeat: ਪੰਜਾਬ ਸਰਕਾਰ ਨੇ ਪੰਜਾਬ ਖੇਤਰੀ ਅਤੇ ਟਾਊਨ ਪਲਾਨਿੰਗ ਅਤੇ ਵਿਕਾਸ ਐਕਟ 1995 ਦੀ ਧਾਰਾ ਅਧੀਨ ਪ੍ਰਾਪਤ ਸ਼ਕਤੀਆਂ ਦੀ ਵਰਤੋਂ ਕਰਦੇ ਹੋਏ ਸ਼ਹਿਰੀ ਯੋਜਨਾ ਦੀ ਪ੍ਰਵਾਨਗੀ ਸੰਬੰਧੀ ਨੋਟੀਫਿਕੇਸ਼ਨ ਜਾਰੀ ਕੀਤਾ ਹੈ। ਇਸ ਯੋਜਨਾ ਸੰਬੰਧੀ ਕੋਈ ਵੀ ਇਤਰਾਜ਼ ਜਾਂ ਸੁਝਾਅ ਨਿਰਧਾਰਤ ਸਮੇਂ ਅੰਦਰ ਦਿੱਤੇ ਜਾ ਸਕਦੇ ਹਨ। ਸਬੰਧਤ ਨਕਸ਼ੇ ਅਤੇ ਦਸਤਾਵੇਜ਼ ਦਫ਼ਤਰੀ ਸਮੇਂ ਦੌਰਾਨ ਦੇਖੇ ਜਾ ਸਕਦੇ ਹਨ। ਨਿਰਧਾਰਤ ਸਮਾਂ ਬੀਤਣ ਉਪਰੰਤ ਪ੍ਰਾਪਤ ਇਤਰਾਜ਼ਾਂ ਉੱਤੇ ਵਿਚਾਰ ਨਹੀਂ ਕੀਤਾ ਜਾਵੇਗਾ। <box>511 718 663 757</box>
table-cell: 1 <box>346 416 371 424</box>
page-number: 12 <box>476 29 502 50</box>
list-item: 1. ਇਹ ਯੋਜਨਾ ਸਰਕਾਰ ਦੀ ਪ੍ਰਵਾਨਗੀ ਨਾਲ ਲਾਗੂ ਹੋਵੇਗੀ। <box>521 140 663 147</box>
list-item: 4. ਹੋਰ ਜਾਣਕਾਰੀ ਦਫ਼ਤਰ ਤੋਂ ਪ੍ਰਾਪਤ ਕੀਤੀ ਜਾ ਸਕਦੀ ਹੈ। <box>521 159 663 166</box>
table-cell: 6.0 <box>615 802 663 811</box>
newspaper-logo: ਅਜੀਤ <box>186 28 236 52</box>
notice-dept: ਮਕਾਨ ਉਸਾਰੀ ਤੇ ਸ਼ਹਿਰੀ ਵਿਕਾਸ ਵਿਭਾਗ <box>550 61 624 67</box>
panchayat-ad-footer: PR-Adv-No. 120/11/2025 <box>345 284 407 291</box>
table-cell: 1 <box>346 756 366 765</box>
table-cell: Name of Work <box>370 408 416 416</box>
health-ad-2-footer: PR-Adv-No. 120/11/2025-267723 <box>345 374 427 381</box>
table-row <box>512 279 663 288</box>
notice-office: (ਮਕਾਨ ਉਸਾਰੀ-1 ਸ਼ਾਖਾ) <box>564 585 610 592</box>
color-swatch <box>626 1078 636 1086</box>
table-cell: 1.000 <box>615 811 663 820</box>
health-ad-line-1: ਪ੍ਰਾਈਵੇਟ ਹਸਪਤਾਲਾਂ ਦੀ ਇੰਪੈਨਲਮੈਂਟ ਸੰਬੰਧੀ ਅਰਜ਼ੀਆਂ ਮੰਗੀਆਂ ਜਾਂਦੀਆਂ ਹਨ <box>183 429 323 436</box>
table-cell: 16.02.2026 <box>114 435 173 444</box>
table-row <box>346 765 499 774</box>
notice-signoff: ਪ੍ਰਮੁੱਖ ਸਕੱਤਰ, ਪੰਜਾਬ ਸਰਕਾਰ <box>115 807 173 813</box>
notice-body-repeat: ਪੰਜਾਬ ਸਰਕਾਰ ਨੇ ਪੰਜਾਬ ਖੇਤਰੀ ਅਤੇ ਟਾਊਨ ਪਲਾਨਿੰਗ ਅਤੇ ਵਿਕਾਸ ਐਕਟ 1995 ਦੀ ਧਾਰਾ ਅਧੀਨ ਪ੍ਰਾਪਤ ਸ਼ਕਤੀਆਂ ਦੀ ਵਰਤੋਂ ਕਰਦੇ ਹੋਏ ਸ਼ਹਿਰੀ ਯੋਜਨਾ ਦੀ ਪ੍ਰਵਾਨਗੀ ਸੰਬੰਧੀ ਨੋਟੀਫਿਕੇਸ਼ਨ ਜਾਰੀ ਕੀਤਾ ਹੈ। ਇਸ ਯੋਜਨਾ ਸੰਬੰਧੀ ਕੋਈ ਵੀ ਇਤਰਾਜ਼ ਜਾਂ ਸੁਝਾਅ ਨਿਰਧਾਰਤ ਸਮੇਂ ਅੰਦਰ ਦਿੱਤੇ ਜਾ ਸਕਦੇ ਹਨ। ਸਬੰਧਤ ਨਕਸ਼ੇ ਅਤੇ ਦਸਤਾਵੇਜ਼ ਦਫ਼ਤਰੀ ਸਮੇਂ ਦੌਰਾਨ ਦੇਖੇ ਜਾ ਸਕਦੇ ਹਨ। ਨਿਰਧਾਰਤ ਸਮਾਂ ਬੀਤਣ ਉਪਰੰਤ ਪ੍ਰਾਪਤ ਇਤਰਾਜ਼ਾਂ ਉੱਤੇ ਵਿਚਾਰ ਨਹੀਂ ਕੀਤਾ ਜਾਵੇਗਾ। <box>183 636 333 675</box>
table-cell: 11.0 <box>291 790 333 799</box>
health-ad-line-2: ਅਰਜ਼ੀਆਂ ਦੀ ਆਖਰੀ ਮਿਤੀ 20.02.2026 <box>183 435 264 442</box>
list-item: 1. ਇਹ ਯੋਜਨਾ ਸਰਕਾਰ ਦੀ ਪ੍ਰਵਾਨਗੀ ਨਾਲ ਲਾਗੂ ਹੋਵੇਗੀ। <box>193 679 333 686</box>
table-cell: 7.2 <box>132 787 172 796</box>
panchayat-ad-title: ਪੰਜਾਬ ਸਰਕਾਰ <box>405 227 439 234</box>
table-row <box>30 359 173 368</box>
notice-date: ਮਿਤੀ 05.02.2026 <box>293 588 333 595</box>
table-row <box>30 796 173 805</box>
left-story <box>26 60 100 310</box>
health-ad-2-title: ਪੰਜਾਬ ਸਰਕਾਰ <box>405 301 439 308</box>
gop-ad-title: Government of Punjab <box>388 391 456 398</box>
left-story-headline: ਮਦੱਰਸ਼ਾ ਦਾਰ-ਏ- ਅਕਾਈ ਅਸ਼ਗਰ ਵਿਖੇ ਸ਼ਬ-ਏ-ਬਰਾਤ ਮਨਾਈ <box>29 63 96 95</box>
notice-body: ਪੰਜਾਬ ਸਰਕਾਰ ਨੇ ਪੰਜਾਬ ਖੇਤਰੀ ਅਤੇ ਟਾਊਨ ਪਲਾਨਿੰਗ ਅਤੇ ਵਿਕਾਸ ਐਕਟ 1995 ਦੀ ਧਾਰਾ ਅਧੀਨ ਪ੍ਰਾਪਤ ਸ਼ਕਤੀਆਂ ਦੀ ਵਰਤੋਂ ਕਰਦੇ ਹੋਏ ਸ਼ਹਿਰੀ ਯੋਜਨਾ ਦੀ ਪ੍ਰਵਾਨਗੀ ਸੰਬੰਧੀ ਨੋਟੀਫਿਕੇਸ਼ਨ ਜਾਰੀ ਕੀਤਾ ਹੈ। ਇਸ ਯੋਜਨਾ ਸੰਬੰਧੀ ਕੋਈ ਵੀ ਇਤਰਾਜ਼ ਜਾਂ ਸੁਝਾਅ ਨਿਰਧਾਰਤ ਸਮੇਂ ਅੰਦਰ ਦਿੱਤੇ ਜਾ ਸਕਦੇ ਹਨ। ਸਬੰਧਤ ਨਕਸ਼ੇ ਅਤੇ ਦਸਤਾਵੇਜ਼ ਦਫ਼ਤਰੀ ਸਮੇਂ ਦੌਰਾਨ ਦੇਖੇ ਜਾ ਸਕਦੇ ਹਨ। ਨਿਰਧਾਰਤ ਸਮਾਂ ਬੀਤਣ ਉਪਰੰਤ ਪ੍ਰਾਪਤ ਇਤਰਾਜ਼ਾਂ ਉੱਤੇ ਵਿਚਾਰ ਨਹੀਂ ਕੀਤਾ ਜਾਵੇਗਾ। ਇਸ ਸਬੰਧੀ ਪੂਰੀ ਜਾਣਕਾਰੀ ਵਿਭਾਗ ਦੀ ਵੈਬਸਾਈਟ ਉੱਤੇ ਵੀ ਉਪਲਬਧ ਹੈ ਅਤੇ ਸਬੰਧਤ ਦਫ਼ਤਰ ਤੋਂ ਪ੍ਰਾਪਤ ਕੀਤੀ ਜਾ ਸਕਦੀ ਹੈ। <box>511 91 663 136</box>
notice-dept: ਮਕਾਨ ਉਸਾਰੀ ਤੇ ਸ਼ਹਿਰੀ ਵਿਕਾਸ ਵਿਭਾਗ <box>221 567 295 573</box>
table-cell: ਕੁੱਲ <box>534 279 621 288</box>
notice-list <box>345 645 499 671</box>
punjab-emblem-icon <box>581 37 593 51</box>
table-cell <box>448 326 499 352</box>
table-row <box>30 444 173 453</box>
table-row <box>184 446 333 466</box>
notice-office: (ਮਕਾਨ ਉਸਾਰੀ-1 ਸ਼ਾਖਾ) <box>399 539 445 546</box>
table-cell <box>221 446 258 466</box>
list-item: 5. ਨਕਸ਼ੇ ਦਫ਼ਤਰੀ ਸਮੇਂ ਦੌਰਾਨ ਦੇਖੇ ਜਾ ਸਕਦੇ ਹਨ। <box>521 166 663 173</box>
government-of-punjab-ad <box>342 388 502 502</box>
table-cell: 2 <box>30 787 51 796</box>
notice-heading: ਸ਼ਹਿਰੀ ਯੋਜਨਾ ਪ੍ਰਵਾਨਗੀ ਸੰਬੰਧੀ ਨੋਟੀਫਿਕੇਸ਼ਨ <box>216 580 300 587</box>
notice-body-repeat: ਪੰਜਾਬ ਸਰਕਾਰ ਨੇ ਪੰਜਾਬ ਖੇਤਰੀ ਅਤੇ ਟਾਊਨ ਪਲਾਨਿੰਗ ਅਤੇ ਵਿਕਾਸ ਐਕਟ 1995 ਦੀ ਧਾਰਾ ਅਧੀਨ ਪ੍ਰਾਪਤ ਸ਼ਕਤੀਆਂ ਦੀ ਵਰਤੋਂ ਕਰਦੇ ਹੋਏ ਸ਼ਹਿਰੀ ਯੋਜਨਾ ਦੀ ਪ੍ਰਵਾਨਗੀ ਸੰਬੰਧੀ ਨੋਟੀਫਿਕੇਸ਼ਨ ਜਾਰੀ ਕੀਤਾ ਹੈ। ਇਸ ਯੋਜਨਾ ਸੰਬੰਧੀ ਕੋਈ ਵੀ ਇਤਰਾਜ਼ ਜਾਂ ਸੁਝਾਅ ਨਿਰਧਾਰਤ ਸਮੇਂ ਅੰਦਰ ਦਿੱਤੇ ਜਾ ਸਕਦੇ ਹਨ। ਸਬੰਧਤ ਨਕਸ਼ੇ ਅਤੇ ਦਸਤਾਵੇਜ਼ ਦਫ਼ਤਰੀ ਸਮੇਂ ਦੌਰਾਨ ਦੇਖੇ ਜਾ ਸਕਦੇ ਹਨ। ਨਿਰਧਾਰਤ ਸਮਾਂ ਬੀਤਣ ਉਪਰੰਤ ਪ੍ਰਾਪਤ ਇਤਰਾਜ਼ਾਂ ਉੱਤੇ ਵਿਚਾਰ ਨਹੀਂ ਕੀਤਾ ਜਾਵੇਗਾ। <box>29 624 173 663</box>
table-cell: 18.02.2026 <box>114 444 173 453</box>
table-cell <box>397 257 448 271</box>
pstcl-tender-ad <box>26 406 176 524</box>
rule <box>26 312 176 313</box>
health-ad-title: ਪੰਜਾਬ ਸਰਕਾਰ <box>241 405 275 412</box>
notice-signoff: ਪ੍ਰਮੁੱਖ ਸਕੱਤਰ, ਪੰਜਾਬ ਸਰਕਾਰ <box>605 822 663 828</box>
table-cell: 2 <box>30 444 45 453</box>
main-story-headline: ਅਨੰਦ ਪਬਲਿਕ ਸੀਨੀਅਰ ਸੈਕੰਡਰੀ ਸਕੂਲ ਦੇ 12ਵੀਂ ਜਮਾਤ ਦੇ ਵਿਦਿਆਰਥੀਆਂ ਦੀ ਵਿਦਾਇਗੀ ਸੰਬੰਧੀ ਸਮਾਗਮ <box>108 193 315 253</box>
table-cell: 6.125 <box>445 765 499 774</box>
notice-body-repeat: ਪੰਜਾਬ ਸਰਕਾਰ ਨੇ ਪੰਜਾਬ ਖੇਤਰੀ ਅਤੇ ਟਾਊਨ ਪਲਾਨਿੰਗ ਅਤੇ ਵਿਕਾਸ ਐਕਟ 1995 ਦੀ ਧਾਰਾ ਅਧੀਨ ਪ੍ਰਾਪਤ ਸ਼ਕਤੀਆਂ ਦੀ ਵਰਤੋਂ ਕਰਦੇ ਹੋਏ ਸ਼ਹਿਰੀ ਯੋਜਨਾ ਦੀ ਪ੍ਰਵਾਨਗੀ ਸੰਬੰਧੀ ਨੋਟੀਫਿਕੇਸ਼ਨ ਜਾਰੀ ਕੀਤਾ ਹੈ। ਇਸ ਯੋਜਨਾ ਸੰਬੰਧੀ ਕੋਈ ਵੀ ਇਤਰਾਜ਼ ਜਾਂ ਸੁਝਾਅ ਨਿਰਧਾਰਤ ਸਮੇਂ ਅੰਦਰ ਦਿੱਤੇ ਜਾ ਸਕਦੇ ਹਨ। ਸਬੰਧਤ ਨਕਸ਼ੇ ਅਤੇ ਦਸਤਾਵੇਜ਼ ਦਫ਼ਤਰੀ ਸਮੇਂ ਦੌਰਾਨ ਦੇਖੇ ਜਾ ਸਕਦੇ ਹਨ। ਨਿਰਧਾਰਤ ਸਮਾਂ ਬੀਤਣ ਉਪਰੰਤ ਪ੍ਰਾਪਤ ਇਤਰਾਜ਼ਾਂ ਉੱਤੇ ਵਿਚਾਰ ਨਹੀਂ ਕੀਤਾ ਜਾਵੇਗਾ। ਇਸ ਸਬੰਧੀ ਪੂਰੀ ਜਾਣਕਾਰੀ ਵਿਭਾਗ ਦੀ ਵੈਬਸਾਈਟ ਉੱਤੇ ਵੀ ਉਪਲਬਧ ਹੈ ਅਤੇ ਸਬੰਧਤ ਦਫ਼ਤਰ ਤੋਂ ਪ੍ਰਾਪਤ ਕੀਤੀ ਜਾ ਸਕਦੀ ਹੈ। <box>511 220 663 266</box>
table-cell: ਕੁੱਲ <box>366 774 445 783</box>
panchayat-ad-subtitle: ਵਿਭਾਗ ਪੰਚਾਇਤ ਅਤੇ ਪੇਂਡੂ ਵਿਕਾਸ <box>390 235 454 241</box>
table-cell: ਸੜਕਾਂ <box>366 765 445 774</box>
local-govt-ad-line-1: ਈ-ਟੈਂਡਰ ਸੂਚਨਾ ਨੰ. 11/2026 <box>229 343 287 350</box>
table-cell: 3 <box>346 774 366 783</box>
color-swatch <box>117 1078 127 1086</box>
table-cell: 2 <box>346 765 366 774</box>
table-row <box>30 350 173 359</box>
list-item: 2. ਵਿਕਾਸ ਦੇ ਕੰਮ ਨਿਰਧਾਰਤ ਨਿਯਮਾਂ ਅਨੁਸਾਰ ਕੀਤੇ ਜਾਣਗੇ। <box>521 146 663 153</box>
event-photo <box>104 58 336 166</box>
notice-title: ਪੰਜਾਬ ਸਰਕਾਰ <box>241 559 275 566</box>
notice-heading: ਸ਼ਹਿਰੀ ਯੋਜਨਾ ਪ੍ਰਵਾਨਗੀ ਸੰਬੰਧੀ ਨੋਟੀਫਿਕੇਸ਼ਨ <box>380 546 464 553</box>
notice-list <box>183 679 333 705</box>
pstcl-ad-title: ਪੰਜਾਬ ਸਟੇਟ ਟ੍ਰਾਂਸਮਿਸ਼ਨ ਕਾਰਪੋਰੇਸ਼ਨ ਲਿਮਿਟਡ <box>47 409 155 416</box>
color-swatch <box>604 1078 614 1086</box>
color-swatch <box>593 1078 603 1086</box>
notice-body-repeat: ਪੰਜਾਬ ਸਰਕਾਰ ਨੇ ਪੰਜਾਬ ਖੇਤਰੀ ਅਤੇ ਟਾਊਨ ਪਲਾਨਿੰਗ ਅਤੇ ਵਿਕਾਸ ਐਕਟ 1995 ਦੀ ਧਾਰਾ ਅਧੀਨ ਪ੍ਰਾਪਤ ਸ਼ਕਤੀਆਂ ਦੀ ਵਰਤੋਂ ਕਰਦੇ ਹੋਏ ਸ਼ਹਿਰੀ ਯੋਜਨਾ ਦੀ ਪ੍ਰਵਾਨਗੀ ਸੰਬੰਧੀ ਨੋਟੀਫਿਕੇਸ਼ਨ ਜਾਰੀ ਕੀਤਾ ਹੈ। ਇਸ ਯੋਜਨਾ ਸੰਬੰਧੀ ਕੋਈ ਵੀ ਇਤਰਾਜ਼ ਜਾਂ ਸੁਝਾਅ ਨਿਰਧਾਰਤ ਸਮੇਂ ਅੰਦਰ ਦਿੱਤੇ ਜਾ ਸਕਦੇ ਹਨ। ਸਬੰਧਤ ਨਕਸ਼ੇ ਅਤੇ ਦਸਤਾਵੇਜ਼ ਦਫ਼ਤਰੀ ਸਮੇਂ ਦੌਰਾਨ ਦੇਖੇ ਜਾ ਸਕਦੇ ਹਨ। ਨਿਰਧਾਰਤ ਸਮਾਂ ਬੀਤਣ ਉਪਰੰਤ ਪ੍ਰਾਪਤ ਇਤਰਾਜ਼ਾਂ ਉੱਤੇ ਵਿਚਾਰ ਨਹੀਂ ਕੀਤਾ ਜਾਵੇਗਾ। <box>345 602 499 641</box>
registration-mark-bottom <box>338 1075 350 1087</box>
table-row <box>512 270 663 279</box>
table-cell: ਜ਼ਮੀਨ ਦੀ ਵਰਤੋਂ <box>50 778 132 787</box>
color-swatch <box>582 1078 592 1086</box>
list-item: 4. ਹੋਰ ਜਾਣਕਾਰੀ ਦਫ਼ਤਰ ਤੋਂ ਪ੍ਰਾਪਤ ਕੀਤੀ ਜਾ ਸਕਦੀ ਹੈ। <box>193 698 333 705</box>
table-cell: ਜ਼ਮੀਨ ਦੀ ਵਰਤੋਂ <box>532 802 614 811</box>
notice-dept: ਮਕਾਨ ਉਸਾਰੀ ਤੇ ਸ਼ਹਿਰੀ ਵਿਕਾਸ ਵਿਭਾਗ <box>550 579 624 585</box>
housing-notice-col-1 <box>26 528 176 1070</box>
notice-body-repeat: ਪੰਜਾਬ ਸਰਕਾਰ ਨੇ ਪੰਜਾਬ ਖੇਤਰੀ ਅਤੇ ਟਾਊਨ ਪਲਾਨਿੰਗ ਅਤੇ ਵਿਕਾਸ ਐਕਟ 1995 ਦੀ ਧਾਰਾ ਅਧੀਨ ਪ੍ਰਾਪਤ ਸ਼ਕਤੀਆਂ ਦੀ ਵਰਤੋਂ ਕਰਦੇ ਹੋਏ ਸ਼ਹਿਰੀ ਯੋਜਨਾ ਦੀ ਪ੍ਰਵਾਨਗੀ ਸੰਬੰਧੀ ਨੋਟੀਫਿਕੇਸ਼ਨ ਜਾਰੀ ਕੀਤਾ ਹੈ। ਇਸ ਯੋਜਨਾ ਸੰਬੰਧੀ ਕੋਈ ਵੀ ਇਤਰਾਜ਼ ਜਾਂ ਸੁਝਾਅ ਨਿਰਧਾਰਤ ਸਮੇਂ ਅੰਦਰ ਦਿੱਤੇ ਜਾ ਸਕਦੇ ਹਨ। ਸਬੰਧਤ ਨਕਸ਼ੇ ਅਤੇ ਦਸਤਾਵੇਜ਼ ਦਫ਼ਤਰੀ ਸਮੇਂ ਦੌਰਾਨ ਦੇਖੇ ਜਾ ਸਕਦੇ ਹਨ। ਨਿਰਧਾਰਤ ਸਮਾਂ ਬੀਤਣ ਉਪਰੰਤ ਪ੍ਰਾਪਤ ਇਤਰਾਜ਼ਾਂ ਉੱਤੇ ਵਿਚਾਰ ਨਹੀਂ ਕੀਤਾ ਜਾਵੇਗਾ। <box>183 746 333 785</box>
notice-date: ਮਿਤੀ 05.02.2026 <box>133 576 173 583</box>
punjab-emblem-icon <box>581 555 593 569</box>
masthead <box>26 30 506 54</box>
gop-ad-footer: PR-Adv-No. 120/11/2025-267725 <box>345 492 427 499</box>
local-govt-ad-line-2: ਪੂਰੇ ਵੇਰਵਿਆਂ ਲਈ ਵੈਬਸਾਈਟ www.eproc.punjab.gov.in ਦੇਖੋ <box>194 350 322 357</box>
notice-list <box>511 140 663 173</box>
color-swatch <box>637 1078 647 1086</box>
list-item: 2. ਵਿਕਾਸ ਦੇ ਕੰਮ ਨਿਰਧਾਰਤ ਨਿਯਮਾਂ ਅਨੁਸਾਰ ਕੀਤੇ ਜਾਣਗੇ। <box>193 685 333 692</box>
list-item: 4. ਹੋਰ ਜਾਣਕਾਰੀ ਦਫ਼ਤਰ ਤੋਂ ਪ੍ਰਾਪਤ ਕੀਤੀ ਜਾ ਸਕਦੀ ਹੈ। <box>521 710 663 717</box>
table-row <box>512 811 663 820</box>
notice-title: ਪੰਜਾਬ ਸਰਕਾਰ <box>570 53 604 60</box>
registration-mark-top <box>338 2 350 14</box>
health-ad-subtitle: ਸਿਹਤ ਤੇ ਪਰਿਵਾਰ ਭਲਾਈ ਵਿਭਾਗ <box>226 413 290 419</box>
notice-table <box>29 777 173 805</box>
health-ad-notice: ਇੰਪੈਨਲਮੈਂਟ ਨੋਟਿਸ <box>241 419 275 426</box>
table-cell: 1 <box>30 778 51 787</box>
notice-body: ਪੰਜਾਬ ਸਰਕਾਰ ਨੇ ਪੰਜਾਬ ਖੇਤਰੀ ਅਤੇ ਟਾਊਨ ਪਲਾਨਿੰਗ ਅਤੇ ਵਿਕਾਸ ਐਕਟ 1995 ਦੀ ਧਾਰਾ ਅਧੀਨ ਪ੍ਰਾਪਤ ਸ਼ਕਤੀਆਂ ਦੀ ਵਰਤੋਂ ਕਰਦੇ ਹੋਏ ਸ਼ਹਿਰੀ ਯੋਜਨਾ ਦੀ ਪ੍ਰਵਾਨਗੀ ਸੰਬੰਧੀ ਨੋਟੀਫਿਕੇਸ਼ਨ ਜਾਰੀ ਕੀਤਾ ਹੈ। ਇਸ ਯੋਜਨਾ ਸੰਬੰਧੀ ਕੋਈ ਵੀ ਇਤਰਾਜ਼ ਜਾਂ ਸੁਝਾਅ ਨਿਰਧਾਰਤ ਸਮੇਂ ਅੰਦਰ ਦਿੱਤੇ ਜਾ ਸਕਦੇ ਹਨ। ਸਬੰਧਤ ਨਕਸ਼ੇ ਅਤੇ ਦਸਤਾਵੇਜ਼ ਦਫ਼ਤਰੀ ਸਮੇਂ ਦੌਰਾਨ ਦੇਖੇ ਜਾ ਸਕਦੇ ਹਨ। ਨਿਰਧਾਰਤ ਸਮਾਂ ਬੀਤਣ ਉਪਰੰਤ ਪ੍ਰਾਪਤ ਇਤਰਾਜ਼ਾਂ ਉੱਤੇ ਵਿਚਾਰ ਨਹੀਂ ਕੀਤਾ ਜਾਵੇਗਾ। <box>183 597 333 636</box>
notice-body: ਪੰਜਾਬ ਸਰਕਾਰ ਨੇ ਪੰਜਾਬ ਖੇਤਰੀ ਅਤੇ ਟਾਊਨ ਪਲਾਨਿੰਗ ਅਤੇ ਵਿਕਾਸ ਐਕਟ 1995 ਦੀ ਧਾਰਾ ਅਧੀਨ ਪ੍ਰਾਪਤ ਸ਼ਕਤੀਆਂ ਦੀ ਵਰਤੋਂ ਕਰਦੇ ਹੋਏ ਸ਼ਹਿਰੀ ਯੋਜਨਾ ਦੀ ਪ੍ਰਵਾਨਗੀ ਸੰਬੰਧੀ ਨੋਟੀਫਿਕੇਸ਼ਨ ਜਾਰੀ ਕੀਤਾ ਹੈ। ਇਸ ਯੋਜਨਾ ਸੰਬੰਧੀ ਕੋਈ ਵੀ ਇਤਰਾਜ਼ ਜਾਂ ਸੁਝਾਅ ਨਿਰਧਾਰਤ ਸਮੇਂ ਅੰਦਰ ਦਿੱਤੇ ਜਾ ਸਕਦੇ ਹਨ। ਸਬੰਧਤ ਨਕਸ਼ੇ ਅਤੇ ਦਸਤਾਵੇਜ਼ ਦਫ਼ਤਰੀ ਸਮੇਂ ਦੌਰਾਨ ਦੇਖੇ ਜਾ ਸਕਦੇ ਹਨ। ਨਿਰਧਾਰਤ ਸਮਾਂ ਬੀਤਣ ਉਪਰੰਤ ਪ੍ਰਾਪਤ ਇਤਰਾਜ਼ਾਂ ਉੱਤੇ ਵਿਚਾਰ ਨਹੀਂ ਕੀਤਾ ਜਾਵੇਗਾ। <box>345 563 499 602</box>
panchayat-tender-ad <box>342 224 502 294</box>
list-item: 3. ਇਤਰਾਜ਼ ਲਿਖਤੀ ਰੂਪ ਵਿਚ ਦਿੱਤੇ ਜਾਣ। <box>39 680 173 687</box>
notice-date: ਮਿਤੀ 05.02.2026 <box>459 554 499 561</box>
psppcl-ad-table <box>29 350 173 369</box>
notice-ref: ਨੰ. HU-HUI1/2026-6H1-121 <box>345 554 411 561</box>
health-ad-2-notice: ਇੰਪੈਨਲਮੈਂਟ ਨੋਟਿਸ <box>405 315 439 322</box>
notice-table <box>345 755 499 783</box>
notice-body-repeat: ਪੰਜਾਬ ਸਰਕਾਰ ਨੇ ਪੰਜਾਬ ਖੇਤਰੀ ਅਤੇ ਟਾਊਨ ਪਲਾਨਿੰਗ ਅਤੇ ਵਿਕਾਸ ਐਕਟ 1995 ਦੀ ਧਾਰਾ ਅਧੀਨ ਪ੍ਰਾਪਤ ਸ਼ਕਤੀਆਂ ਦੀ ਵਰਤੋਂ ਕਰਦੇ ਹੋਏ ਸ਼ਹਿਰੀ ਯੋਜਨਾ ਦੀ ਪ੍ਰਵਾਨਗੀ ਸੰਬੰਧੀ ਨੋਟੀਫਿਕੇਸ਼ਨ ਜਾਰੀ ਕੀਤਾ ਹੈ। ਇਸ ਯੋਜਨਾ ਸੰਬੰਧੀ ਕੋਈ ਵੀ ਇਤਰਾਜ਼ ਜਾਂ ਸੁਝਾਅ ਨਿਰਧਾਰਤ ਸਮੇਂ ਅੰਦਰ ਦਿੱਤੇ ਜਾ ਸਕਦੇ ਹਨ। ਸਬੰਧਤ ਨਕਸ਼ੇ ਅਤੇ ਦਸਤਾਵੇਜ਼ ਦਫ਼ਤਰੀ ਸਮੇਂ ਦੌਰਾਨ ਦੇਖੇ ਜਾ ਸਕਦੇ ਹਨ। ਨਿਰਧਾਰਤ ਸਮਾਂ ਬੀਤਣ ਉਪਰੰਤ ਪ੍ਰਾਪਤ ਇਤਰਾਜ਼ਾਂ ਉੱਤੇ ਵਿਚਾਰ ਨਹੀਂ ਕੀਤਾ ਜਾਵੇਗਾ। <box>511 648 663 687</box>
pstcl-ad-line-2: ਵੈਬਸਾਈਟ: www.eproc.punjab.gov.in <box>58 423 144 430</box>
table-cell: 2.5 <box>291 799 333 808</box>
notice-date: ਮਿਤੀ 05.02.2026 <box>623 600 663 607</box>
table-cell: ਕੁੱਲ <box>532 811 614 820</box>
local-govt-ad-subtitle: ਸਥਾਨਕ ਸਰਕਾਰਾਂ ਵਿਭਾਗ <box>234 337 282 343</box>
notice-table <box>511 801 663 820</box>
table-cell: 2 <box>346 424 371 432</box>
notice-ref-row <box>183 589 333 596</box>
panchayat-ad-line-1: ਈ-ਟੈਂਡਰ ਨੋਟਿਸ ਨੰ. 1 ਮਿਤੀ 03.02.2026 <box>381 241 463 248</box>
print-slug-line: 3-6a-Jal-Page-4.pdf 2/6/2026 1:25:00 PM Page 1 <box>4 2 101 7</box>
list-item: 4. ਹੋਰ ਜਾਣਕਾਰੀ ਦਫ਼ਤਰ ਤੋਂ ਪ੍ਰਾਪਤ ਕੀਤੀ ਜਾ ਸਕਦੀ ਹੈ। <box>39 686 173 693</box>
notice-body-repeat: ਪੰਜਾਬ ਸਰਕਾਰ ਨੇ ਪੰਜਾਬ ਖੇਤਰੀ ਅਤੇ ਟਾਊਨ ਪਲਾਨਿੰਗ ਅਤੇ ਵਿਕਾਸ ਐਕਟ 1995 ਦੀ ਧਾਰਾ ਅਧੀਨ ਪ੍ਰਾਪਤ ਸ਼ਕਤੀਆਂ ਦੀ ਵਰਤੋਂ ਕਰਦੇ ਹੋਏ ਸ਼ਹਿਰੀ ਯੋਜਨਾ ਦੀ ਪ੍ਰਵਾਨਗੀ ਸੰਬੰਧੀ ਨੋਟੀਫਿਕੇਸ਼ਨ ਜਾਰੀ ਕੀਤਾ ਹੈ। ਇਸ ਯੋਜਨਾ ਸੰਬੰਧੀ ਕੋਈ ਵੀ ਇਤਰਾਜ਼ ਜਾਂ ਸੁਝਾਅ ਨਿਰਧਾਰਤ ਸਮੇਂ ਅੰਦਰ ਦਿੱਤੇ ਜਾ ਸਕਦੇ ਹਨ। ਸਬੰਧਤ ਨਕਸ਼ੇ ਅਤੇ ਦਸਤਾਵੇਜ਼ ਦਫ਼ਤਰੀ ਸਮੇਂ ਦੌਰਾਨ ਦੇਖੇ ਜਾ ਸਕਦੇ ਹਨ। ਨਿਰਧਾਰਤ ਸਮਾਂ ਬੀਤਣ ਉਪਰੰਤ ਪ੍ਰਾਪਤ ਇਤਰਾਜ਼ਾਂ ਉੱਤੇ ਵਿਚਾਰ ਨਹੀਂ ਕੀਤਾ ਜਾਵੇਗਾ। <box>29 734 173 773</box>
table-row <box>512 802 663 811</box>
punjab-emblem-icon <box>252 543 264 557</box>
